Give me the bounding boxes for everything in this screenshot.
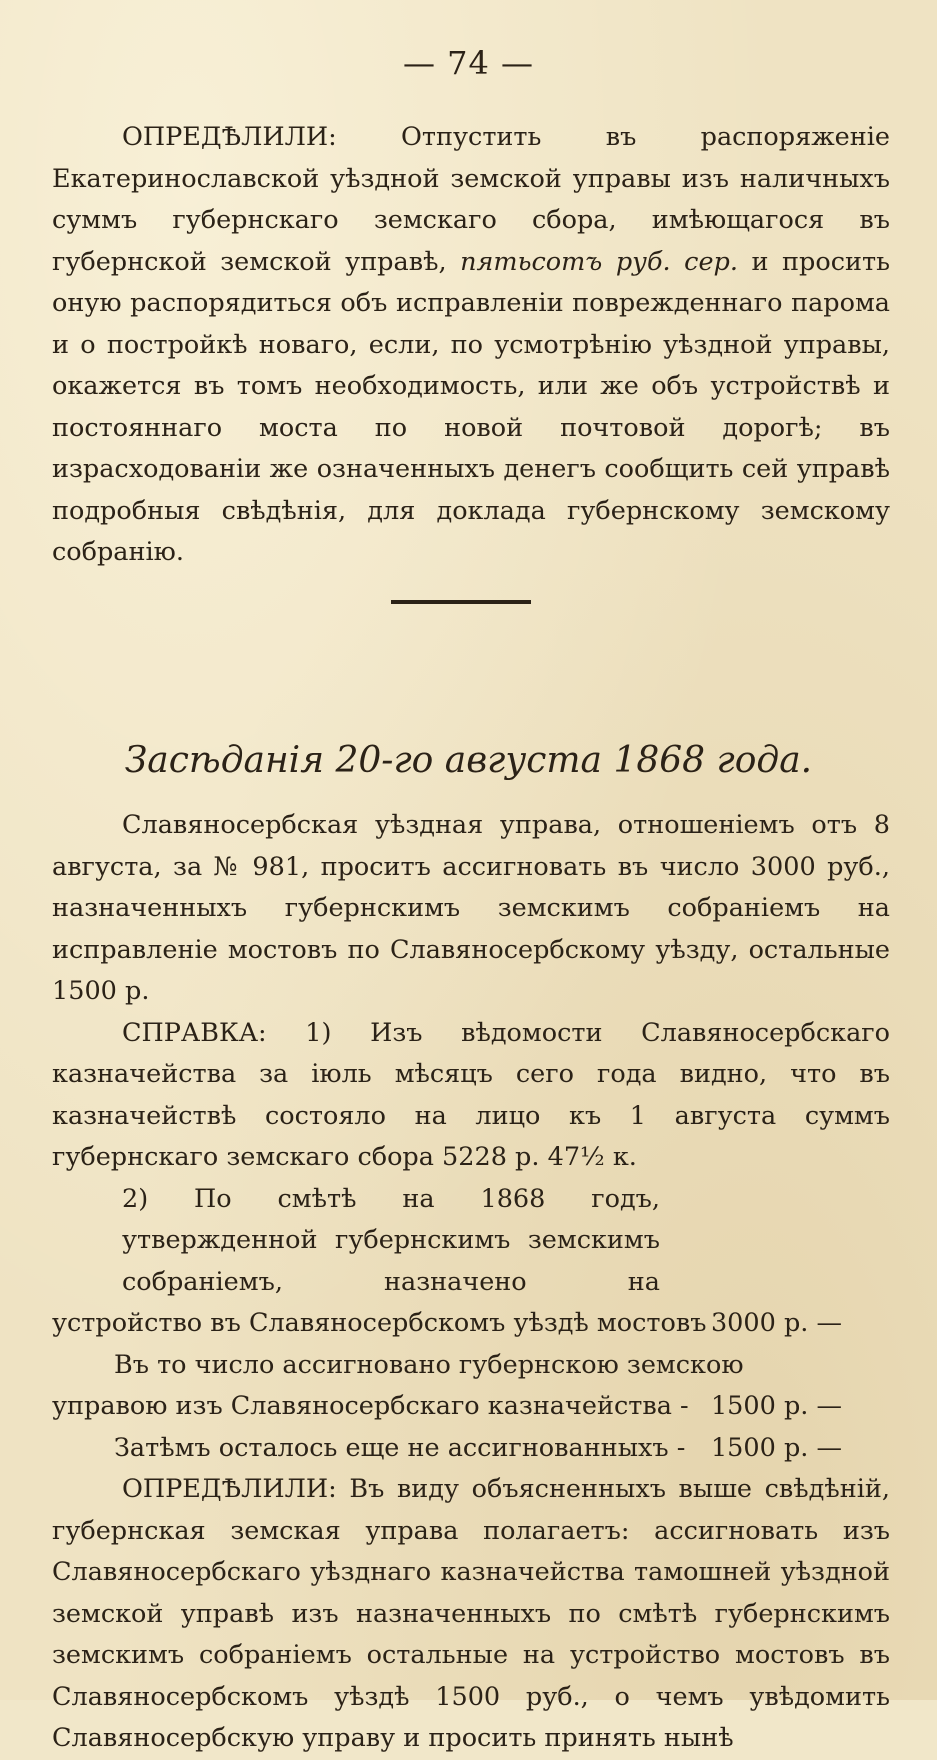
- resolution-text-b: и просить оную распорядиться объ исправленіи поврежденнаго парома и о постройкѣ новаго, если, по усмотрѣнію уѣздной управы, окажется въ томъ необходимость, или же объ устройствѣ и постояннаго моста по новой почтовой дорогѣ; въ израсходованіи же означенныхъ денегъ сообщить сей управѣ подробныя свѣдѣнія, для доклада губернскому земскому собранію.: [52, 246, 890, 567]
- resolution-paragraph: [52, 117, 890, 574]
- spravka-item-2-line-1: 2) По смѣтѣ на 1868 годъ, утвержденной губернскимъ земскимъ собраніемъ, назначено на: [122, 1183, 660, 1297]
- resolution-2-lead: ОПРЕДѢЛИЛИ:: [122, 1474, 337, 1504]
- item-2-amount: 3000 р. —: [710, 1308, 842, 1338]
- spravka-paragraph: [52, 1013, 890, 1179]
- item-2-text: устройство въ Славяносербскомъ уѣздѣ мостовъ: [52, 1308, 707, 1338]
- spravka-item-3-line-2: [52, 1386, 890, 1428]
- item-4-amount: 1500 р. —: [710, 1432, 842, 1463]
- resolution-amount-italic: пятьсотъ руб. сер.: [460, 246, 738, 277]
- spravka-lead: СПРАВКА:: [122, 1017, 267, 1048]
- section-divider: [391, 600, 531, 604]
- request-paragraph: Славяносербская уѣздная управа, отношеніемъ отъ 8 августа, за № 981, проситъ ассигновать въ число 3000 руб., назначенныхъ губернскимъ земскимъ собраніемъ на исправленіе мостовъ по Славяносербскому уѣзду, остальные 1500 р.: [52, 810, 890, 1006]
- page-number: — 74 —: [402, 44, 535, 82]
- item-3-amount: 1500 р. —: [710, 1391, 842, 1421]
- item-4-text: Затѣмъ осталось еще не ассигнованныхъ -: [114, 1432, 686, 1463]
- session-block: [52, 805, 890, 1760]
- resolution-2-text: Въ виду объясненныхъ выше свѣдѣній, губернская земская управа полагаетъ: ассигновать изъ Славяносербскаго уѣзднаго казначейства тамошней уѣздной земской управѣ изъ назначенныхъ по смѣтѣ губернскимъ земскимъ собраніемъ остальные на устройство мостовъ въ Славяносербскомъ уѣздѣ 1500 руб., о чемъ увѣдомить Славяносербскую управу и просить принять нынѣ: [52, 1474, 890, 1753]
- spravka-item-2-line-2: [52, 1303, 890, 1345]
- spravka-item-1: 1) Изъ вѣдомости Славяносербскаго казначейства за іюль мѣсяцъ сего года видно, что въ казначействѣ состояло на лицо къ 1 августа суммъ губернскаго земскаго сбора 5228 р. 47½ к.: [52, 1017, 890, 1172]
- resolution-text-a: Отпустить въ распоряженіе Екатеринославской уѣздной земской управы изъ наличныхъ суммъ губернскаго земскаго сбора, имѣющагося въ губернской земской управѣ,: [52, 122, 890, 277]
- resolution-block-1: [52, 117, 890, 574]
- resolution-paragraph-2: [52, 1469, 890, 1760]
- item-3-text: управою изъ Славяносербскаго казначейства -: [52, 1391, 689, 1421]
- section-title: Засѣданія 20-го августа 1868 года.: [124, 740, 813, 781]
- spravka-item-4: [52, 1428, 890, 1470]
- spravka-item-3-line-1: Въ то число ассигновано губернскою земскою: [114, 1349, 744, 1380]
- resolution-lead: ОПРЕДѢЛИЛИ:: [122, 122, 337, 152]
